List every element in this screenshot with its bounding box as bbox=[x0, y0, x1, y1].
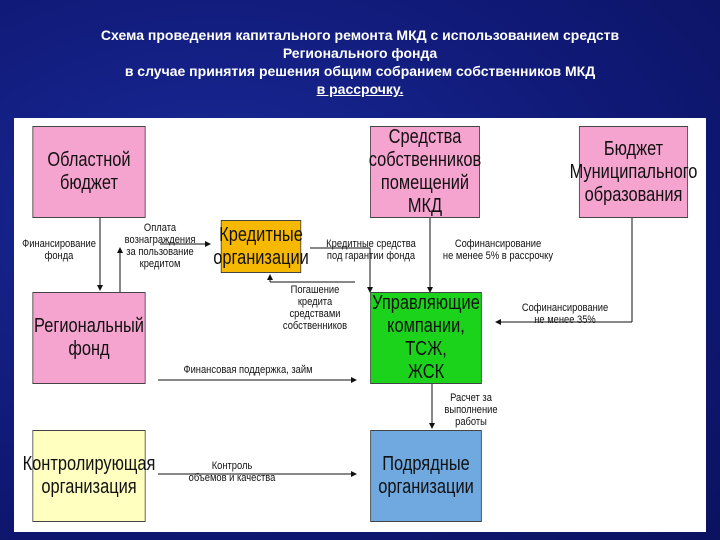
label-payment-work: Расчет за выполнение работы bbox=[444, 392, 498, 428]
regional-fund-box bbox=[32, 292, 145, 384]
credit-orgs-label: Кредитные организации bbox=[213, 223, 309, 269]
label-control: Контроль объемов и качества bbox=[188, 460, 276, 484]
label-financing-fund: Финансирование фонда bbox=[22, 238, 96, 262]
label-credit-funds: Кредитные средства под гарантии фонда bbox=[326, 238, 416, 262]
label-financial-support: Финансовая поддержка, займ bbox=[183, 364, 313, 376]
title-line-4: в рассрочку. bbox=[316, 81, 404, 97]
label-payment-reward: Оплата вознаграждения за пользование кредитом bbox=[124, 222, 196, 270]
contractors-label: Подрядные организации bbox=[378, 453, 474, 498]
owners-funds-box bbox=[370, 126, 480, 218]
regional-fund-label: Региональный фонд bbox=[34, 315, 144, 360]
owners-funds-label: Средства собственников помещений МКД bbox=[368, 126, 482, 217]
control-org-box bbox=[22, 430, 156, 522]
title-line-1: Схема проведения капитального ремонта МКД с использованием средств bbox=[100, 27, 620, 43]
label-cofinancing-35: Софинансирование не менее 35% bbox=[521, 302, 609, 326]
title-line-2: Регионального фонда bbox=[282, 45, 438, 61]
municipal-budget-label: Бюджет Муниципального образования bbox=[569, 137, 698, 206]
title-line-3: в случае принятия решения общим собранием собственников МКД bbox=[124, 63, 596, 79]
municipal-budget-box bbox=[569, 126, 698, 218]
management-label: Управляющие компании, ТСЖ, ЖСК bbox=[372, 292, 480, 383]
management-box bbox=[370, 292, 482, 384]
regional-budget-label: Областной бюджет bbox=[47, 149, 131, 194]
label-loan-repayment: Погашение кредита средствами собственников bbox=[282, 284, 348, 332]
contractors-box bbox=[370, 430, 482, 522]
credit-orgs-box bbox=[213, 220, 309, 273]
control-org-label: Контролирующая организация bbox=[22, 453, 156, 498]
label-cofinancing-5: Софинансирование не менее 5% в рассрочку bbox=[442, 238, 554, 262]
regional-budget-box bbox=[32, 126, 145, 218]
